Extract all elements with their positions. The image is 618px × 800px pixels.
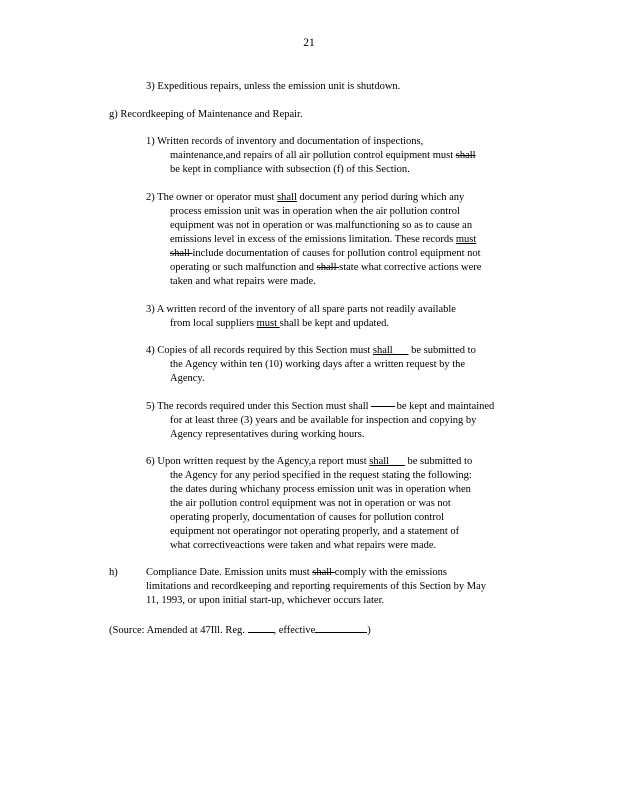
text-span: be submitted to: [408, 345, 476, 356]
list-item-g5: [146, 400, 494, 442]
text-line: [146, 233, 481, 247]
text-line: be kept in compliance with subsection (f) of this Section.: [170, 164, 410, 175]
text-line: the air pollution control equipment was not in operation or was not: [170, 498, 451, 509]
struck-text: shall: [170, 248, 193, 259]
text-span: document any period during which any: [296, 192, 465, 203]
section-label: h): [109, 567, 118, 578]
text-line: equipment was not in operation or was malfunctioning so as to cause an: [170, 220, 473, 231]
text-span: be submitted to: [404, 456, 473, 467]
underlined-text: shall: [369, 456, 405, 467]
item-text: 3) Expeditious repairs, unless the emission unit is shutdown.: [146, 81, 401, 92]
text-line: [109, 622, 371, 638]
text-span: emissions level in excess of the emissions limitation. These records: [170, 234, 456, 245]
text-span: be kept and maintained: [396, 401, 495, 412]
text-line: Agency representatives during working hours.: [170, 429, 365, 440]
item-expeditious-repairs: [146, 80, 400, 94]
text-span: 6) Upon written request by the Agency,a report must: [146, 456, 370, 467]
source-note: [109, 622, 371, 638]
text-line: process emission unit was in operation when the air pollution control: [170, 206, 460, 217]
text-span: include documentation of causes for pollution control equipment not: [192, 248, 481, 259]
underlined-text: shall: [372, 345, 409, 356]
text-line: operating properly, documentation of causes for pollution control: [170, 512, 444, 523]
text-span: (Source: Amended at 47Ill. Reg.: [109, 625, 248, 636]
underlined-text: must: [256, 318, 280, 329]
text-line: taken and what repairs were made.: [170, 276, 316, 287]
text-span: shall be kept and updated.: [279, 318, 389, 329]
list-item-g2: [146, 191, 481, 289]
strike-dash: [371, 406, 395, 407]
text-line: what correctiveactions were taken and what repairs were made.: [170, 540, 437, 551]
struck-text: shall: [455, 150, 476, 161]
heading-text: g) Recordkeeping of Maintenance and Repair.: [109, 109, 303, 120]
text-span: comply with the emissions: [334, 567, 448, 578]
text-line: the Agency within ten (10) working days after a written request by the: [170, 359, 466, 370]
blank-line: [248, 622, 274, 633]
text-line: 1) Written records of inventory and documentation of inspections,: [146, 136, 424, 147]
list-item-g4: [146, 344, 476, 386]
section-h: [146, 566, 486, 608]
text-span: operating or such malfunction and: [170, 262, 317, 273]
text-span: , effective: [273, 625, 316, 636]
text-line: 11, 1993, or upon initial start-up, whichever occurs later.: [146, 595, 385, 606]
text-span: maintenance,and repairs of all air pollution control equipment must: [170, 150, 456, 161]
text-line: [146, 191, 481, 205]
section-g-heading: [109, 108, 303, 122]
list-item-g6: [146, 455, 472, 553]
text-span: Compliance Date. Emission units must: [146, 567, 313, 578]
text-span: state what corrective actions were: [339, 262, 482, 273]
text-line: the Agency for any period specified in the request stating the following:: [170, 470, 472, 481]
text-span: 2) The owner or operator must: [146, 192, 278, 203]
text-line: limitations and recordkeeping and reporting requirements of this Section by May: [146, 581, 486, 592]
text-line: [146, 261, 481, 275]
text-line: [146, 317, 456, 331]
text-line: the dates during whichany process emission unit was in operation when: [170, 484, 471, 495]
struck-text: shall: [312, 567, 335, 578]
underlined-text: shall: [277, 192, 297, 203]
text-line: 3) A written record of the inventory of all spare parts not readily available: [146, 304, 456, 315]
blank-line: [315, 622, 367, 633]
text-span: 5) The records required under this Section must shall: [146, 401, 369, 412]
text-line: [146, 344, 476, 358]
text-span: ): [367, 625, 371, 636]
text-span: 4) Copies of all records required by this Section must: [146, 345, 373, 356]
text-line: Agency.: [170, 373, 205, 384]
struck-text: shall: [316, 262, 340, 273]
text-line: [146, 455, 472, 469]
text-line: [146, 149, 476, 163]
text-line: [146, 400, 494, 414]
section-h-label: [109, 566, 118, 580]
text-span: from local suppliers: [170, 318, 257, 329]
list-item-g3: [146, 303, 456, 331]
page-number: 21: [303, 37, 315, 49]
text-line: for at least three (3) years and be available for inspection and copying by: [170, 415, 477, 426]
text-line: equipment not operatingor not operating properly, and a statement of: [170, 526, 460, 537]
list-item-g1: [146, 135, 476, 177]
text-line: [146, 566, 486, 580]
underlined-text: must: [455, 234, 477, 245]
text-line: [146, 247, 481, 261]
